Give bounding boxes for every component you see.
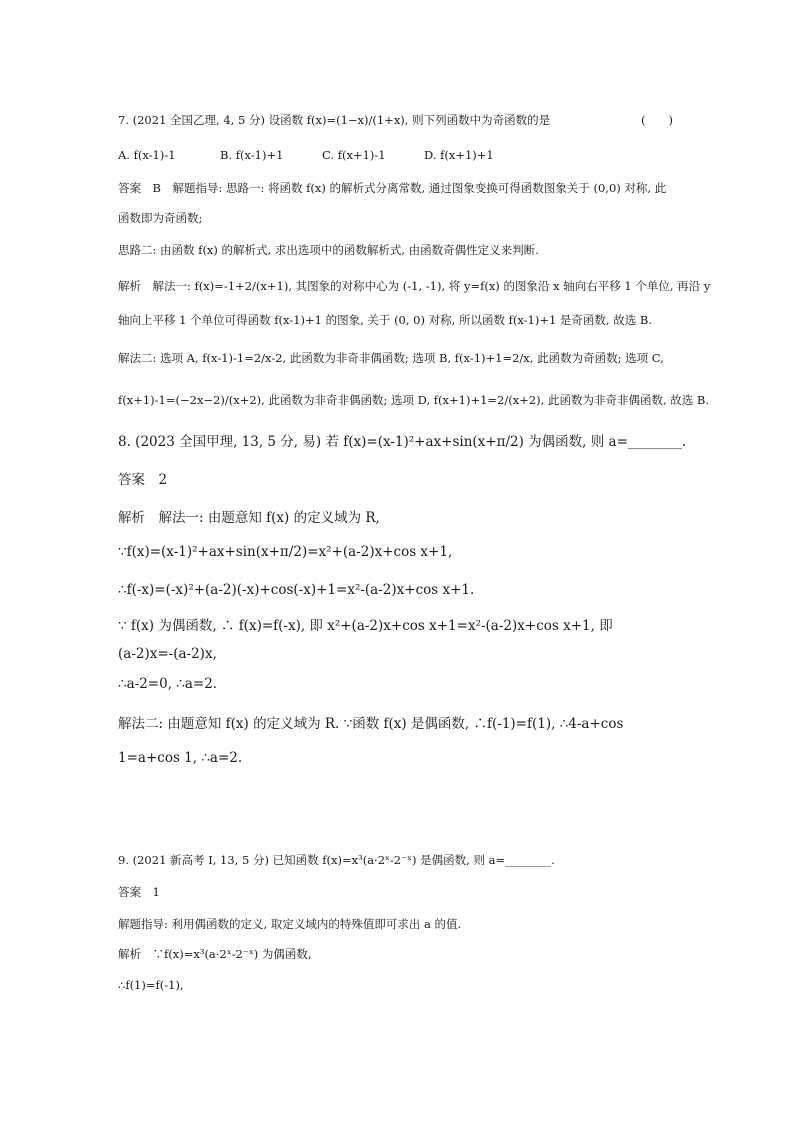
q7-option-c: C. f(x+1)-1 bbox=[322, 148, 386, 162]
q8-solution-line1: 解析 解法一: 由题意知 f(x) 的定义域为 R, bbox=[118, 510, 380, 526]
q7-answer-line1: 答案 B 解题指导: 思路一: 将函数 f(x) 的解析式分离常数, 通过图象变换可得函数图象关于 (0,0) 对称, 此 bbox=[118, 181, 667, 195]
q7-answer-paren: ( ) bbox=[641, 113, 673, 127]
q7-solution2-line2: f(x+1)-1=(−2x−2)/(x+2), 此函数为非奇非偶函数; 选项 D, f(x+1)+1=2/(x+2), 此函数为非奇非偶函数, 故选 B. bbox=[118, 393, 710, 407]
q8-solution2-line2: 1=a+cos 1, ∴a=2. bbox=[118, 750, 243, 766]
q7-answer-line2: 函数即为奇函数; bbox=[118, 211, 203, 225]
q8-solution-line3: ∴f(-x)=(-x)²+(a-2)(-x)+cos(-x)+1=x²-(a-2)x+cos x+1. bbox=[118, 582, 475, 598]
q7-option-d: D. f(x+1)+1 bbox=[424, 148, 494, 162]
q8-stem: 8. (2023 全国甲理, 13, 5 分, 易) 若 f(x)=(x-1)²+ax+sin(x+π/2) 为偶函数, 则 a=________. bbox=[118, 434, 687, 450]
q8-answer: 答案 2 bbox=[118, 472, 168, 488]
q8-solution2-line1: 解法二: 由题意知 f(x) 的定义域为 R. ∵函数 f(x) 是偶函数, ∴f(-1)=f(1), ∴4-a+cos bbox=[118, 716, 624, 732]
q8-solution-line4: ∵ f(x) 为偶函数, ∴ f(x)=f(-x), 即 x²+(a-2)x+cos x+1=x²-(a-2)x+cos x+1, 即 bbox=[118, 618, 613, 634]
q7-option-a: A. f(x-1)-1 bbox=[118, 148, 176, 162]
q7-stem: 7. (2021 全国乙理, 4, 5 分) 设函数 f(x)=(1−x)/(1+x), 则下列函数中为奇函数的是 bbox=[118, 113, 551, 127]
q9-guide: 解题指导: 利用偶函数的定义, 取定义域内的特殊值即可求出 a 的值. bbox=[118, 917, 462, 931]
q8-solution-line5: (a-2)x=-(a-2)x, bbox=[118, 646, 217, 662]
q9-solution-line1: 解析 ∵f(x)=x³(a·2ˣ-2⁻ˣ) 为偶函数, bbox=[118, 947, 312, 961]
q7-option-b: B. f(x-1)+1 bbox=[220, 148, 284, 162]
q9-answer: 答案 1 bbox=[118, 885, 160, 899]
q7-solution1-line2: 轴向上平移 1 个单位可得函数 f(x-1)+1 的图象, 关于 (0, 0) 对称, 所以函数 f(x-1)+1 是奇函数, 故选 B. bbox=[118, 313, 653, 327]
q8-solution-line6: ∴a-2=0, ∴a=2. bbox=[118, 676, 218, 692]
q8-solution-line2: ∵f(x)=(x-1)²+ax+sin(x+π/2)=x²+(a-2)x+cos x+1, bbox=[118, 544, 453, 560]
q9-solution-line2: ∴f(1)=f(-1), bbox=[118, 978, 184, 992]
q7-idea2: 思路二: 由函数 f(x) 的解析式, 求出选项中的函数解析式, 由函数奇偶性定义来判断. bbox=[118, 243, 539, 257]
q9-stem: 9. (2021 新高考 I, 13, 5 分) 已知函数 f(x)=x³(a·2ˣ-2⁻ˣ) 是偶函数, 则 a=________. bbox=[118, 853, 555, 867]
q7-solution1-line1: 解析 解法一: f(x)=-1+2/(x+1), 其图象的对称中心为 (-1, -1), 将 y=f(x) 的图象沿 x 轴向右平移 1 个单位, 再沿 y bbox=[118, 279, 711, 293]
q7-solution2-line1: 解法二: 选项 A, f(x-1)-1=2/x-2, 此函数为非奇非偶函数; 选项 B, f(x-1)+1=2/x, 此函数为奇函数; 选项 C, bbox=[118, 351, 664, 365]
